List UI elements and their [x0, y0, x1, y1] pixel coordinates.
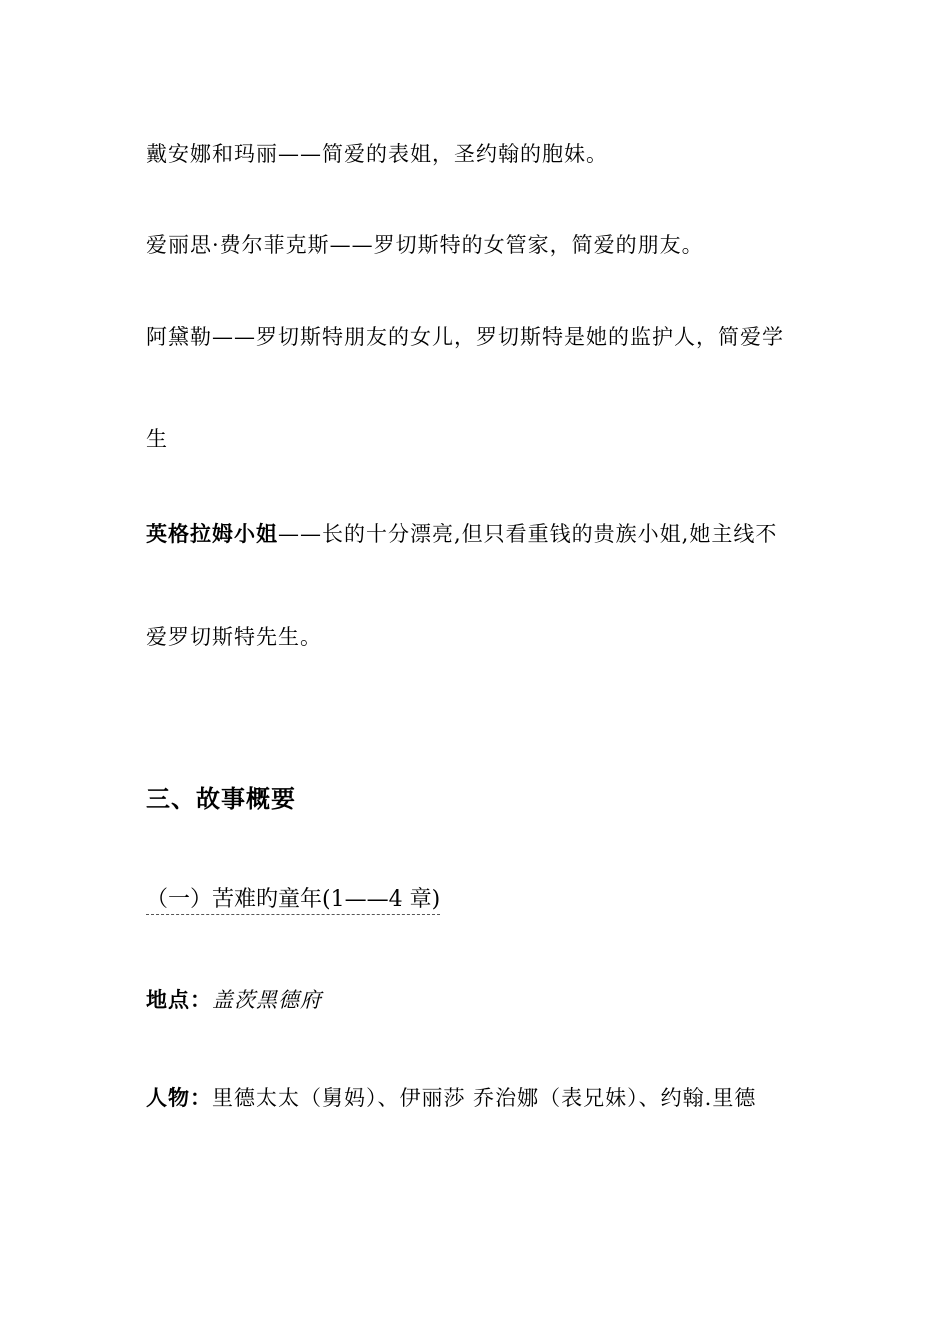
characters-line — [146, 1083, 756, 1113]
paragraph-adele: 阿黛勒——罗切斯特朋友的女儿，罗切斯特是她的监护人，简爱学 — [146, 325, 784, 349]
location-line — [146, 985, 322, 1015]
paragraph-fairfax: 爱丽思·费尔菲克斯——罗切斯特的女管家，简爱的朋友。 — [146, 233, 704, 257]
paragraph-ingram — [146, 519, 777, 549]
paragraph-adele-continued: 生 — [146, 427, 168, 451]
subsection-title-wrapper — [146, 884, 440, 915]
subsection-title: （一）苦难旳童年(1——4 章) — [146, 887, 440, 915]
location-value: 盖茨黑德府 — [212, 988, 322, 1012]
section-title: 三、故事概要 — [146, 785, 296, 813]
characters-value: 里德太太（舅妈）、伊丽莎 乔治娜（表兄妹）、约翰.里德 — [212, 1086, 757, 1110]
paragraph-ingram-continued: 爱罗切斯特先生。 — [146, 625, 322, 649]
location-label: 地点： — [146, 988, 212, 1012]
paragraph-diana-mary: 戴安娜和玛丽——简爱的表姐，圣约翰的胞妹。 — [146, 142, 608, 166]
ingram-description: ——长的十分漂亮,但只看重钱的贵族小姐,她主线不 — [278, 522, 778, 546]
ingram-name: 英格拉姆小姐 — [146, 522, 278, 546]
characters-label: 人物： — [146, 1086, 212, 1110]
